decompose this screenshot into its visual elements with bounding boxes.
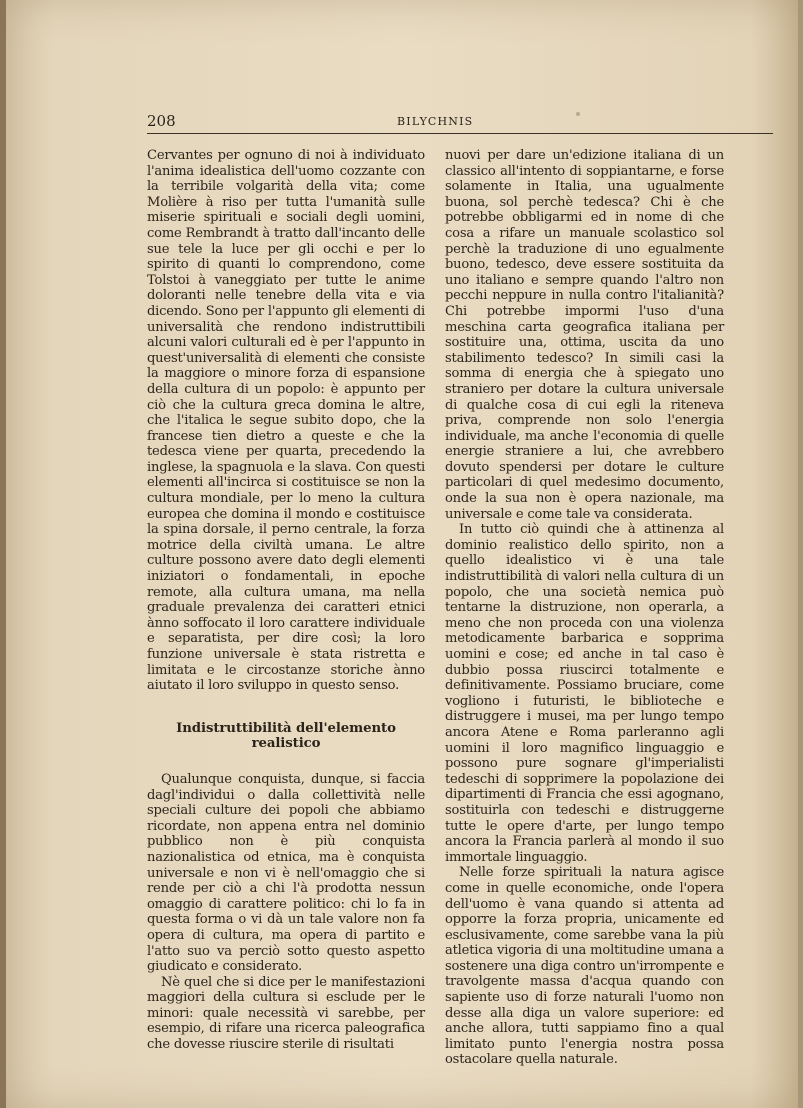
print-speck <box>576 112 580 116</box>
right-paragraph-1: nuovi per dare un'edizione italiana di un classico all'intento di soppiantarne, e forse solamente in Italia, una ugualmente buona, sol perchè tedesca? Chi è che potrebbe obbligarmi ed in nome di che cosa a rifare un manuale scolastico sol perchè la traduzione di uno egualmente buono, tedesco, deve essere sostituita da uno italiano e sempre quando l'altro non pecchi neppure in nulla contro l'italianità? Chi potrebbe impormi l'uso d'una meschina carta geografica italiana per sostituire una, ottima, uscita da uno stabilimento tedesco? In simili casi la somma di energia che à spiegato uno straniero per dotare la cultura universale di qualche cosa di cui egli la riteneva priva, comprende non solo l'energia individuale, ma anche l'economia di quelle energie straniere a lui, che avrebbero dovuto spendersi per dotare le culture particolari di quel medesimo documento, onde la sua non è opera nazionale, ma universale e come tale va considerata. <box>445 148 724 522</box>
right-paragraph-3: Nelle forze spirituali la natura agisce come in quelle economiche, onde l'opera dell'uomo è vana quando si attenta ad opporre la forza propria, unicamente ed esclusivamente, come sarebbe vana la più atletica vigoria di una moltitudine umana a sostenere una diga contro un'irrompente e travolgente massa d'acqua quando con sapiente uso di forze naturali l'uomo non desse alla diga un valore superiore: ed anche allora, tutti sappiamo fino a qual limitato punto l'energia nostra possa ostacolare quella naturale. <box>445 865 724 1068</box>
section-heading: Indistruttibilità dell'elemento realistico <box>176 720 396 752</box>
left-paragraph-3: Nè quel che si dice per le manifestazioni maggiori della cultura si esclude per le minori: quale necessità vi sarebbe, per esempio, di rifare una ricerca paleografica che dovesse riuscire sterile di risultati <box>147 974 425 1053</box>
page-header <box>147 112 773 132</box>
page-number: 208 <box>147 112 176 130</box>
left-column <box>147 148 425 1053</box>
header-rule <box>147 133 773 134</box>
left-paragraph-2: Qualunque conquista, dunque, si faccia dagl'individui o dalla collettività nelle speciali culture dei popoli che abbiamo ricordate, non appena entra nel dominio pubblico non è più conquista nazionalistica od etnica, ma è conquista universale e non vi è nell'omaggio che si rende per ciò a chi l'à prodotta nessun omaggio di carattere politico: chi lo fa in questa forma o vi dà un tale valore non fa opera di cultura, ma opera di partito e l'atto suo va perciò sotto questo aspetto giudicato e considerato. <box>147 771 425 975</box>
left-paragraph-1: Cervantes per ognuno di noi à individuato l'anima idealistica dell'uomo cozzante con la terribile volgarità della vita; come Molière à riso per tutta l'umanità sulle miserie spirituali e sociali degli uomini, come Rembrandt à tratto dall'incanto delle sue tele la luce per gli occhi e per lo spirito di quanti lo comprendono, come Tolstoi à vaneggiato per tutte le anime doloranti nelle tenebre della vita e via dicendo. Sono per l'appunto gli elementi di universalità che rendono indistruttibili alcuni valori culturali ed è per l'appunto in quest'universalità di elementi che consiste la maggiore o minore forza di espansione della cultura di un popolo: è appunto per ciò che la cultura greca domina le altre, che l'italica le segue subito dopo, che la francese tien dietro a queste e che la tedesca viene per quarta, precedendo la inglese, la spagnuola e la slava. Con questi elementi all'incirca si costituisce se non la cultura mondiale, per lo meno la cultura europea che domina il mondo e costituisce la spina dorsale, il perno centrale, la forza motrice della civiltà umana. Le altre culture possono avere dato degli elementi iniziatori o fondamentali, in epoche remote, alla cultura umana, ma nella graduale prevalenza dei caratteri etnici ànno soffocato il loro carattere individuale e separatista, per dire così; la loro funzione universale è stata ristretta e limitata e le circostanze storiche ànno aiutato il loro sviluppo in questo senso. <box>147 148 425 694</box>
right-paragraph-2: In tutto ciò quindi che à attinenza al dominio realistico dello spirito, non a quello idealistico vi è una tale indistruttibilità di valori nella cultura di un popolo, che una società nemica può tentarne la distruzione, non operarla, a meno che non proceda con una violenza metodicamente barbarica e sopprima uomini e cose; ed anche in tal caso è dubbio possa riuscirci totalmente e definitivamente. Possiamo bruciare, come vogliono i futuristi, le biblioteche e distruggere i musei, ma per lungo tempo ancora Atene e Roma parleranno agli uomini il loro magnifico linguaggio e possono pure sognare gl'imperialisti tedeschi di sopprimere la popolazione dei dipartimenti di Francia che essi agognano, sostituirla con tedeschi e distruggerne tutte le opere d'arte, per lungo tempo ancora la Francia parlerà al mondo il suo immortale linguaggio. <box>445 522 724 865</box>
right-column <box>445 148 724 1068</box>
running-title: BILYCHNIS <box>397 115 474 128</box>
